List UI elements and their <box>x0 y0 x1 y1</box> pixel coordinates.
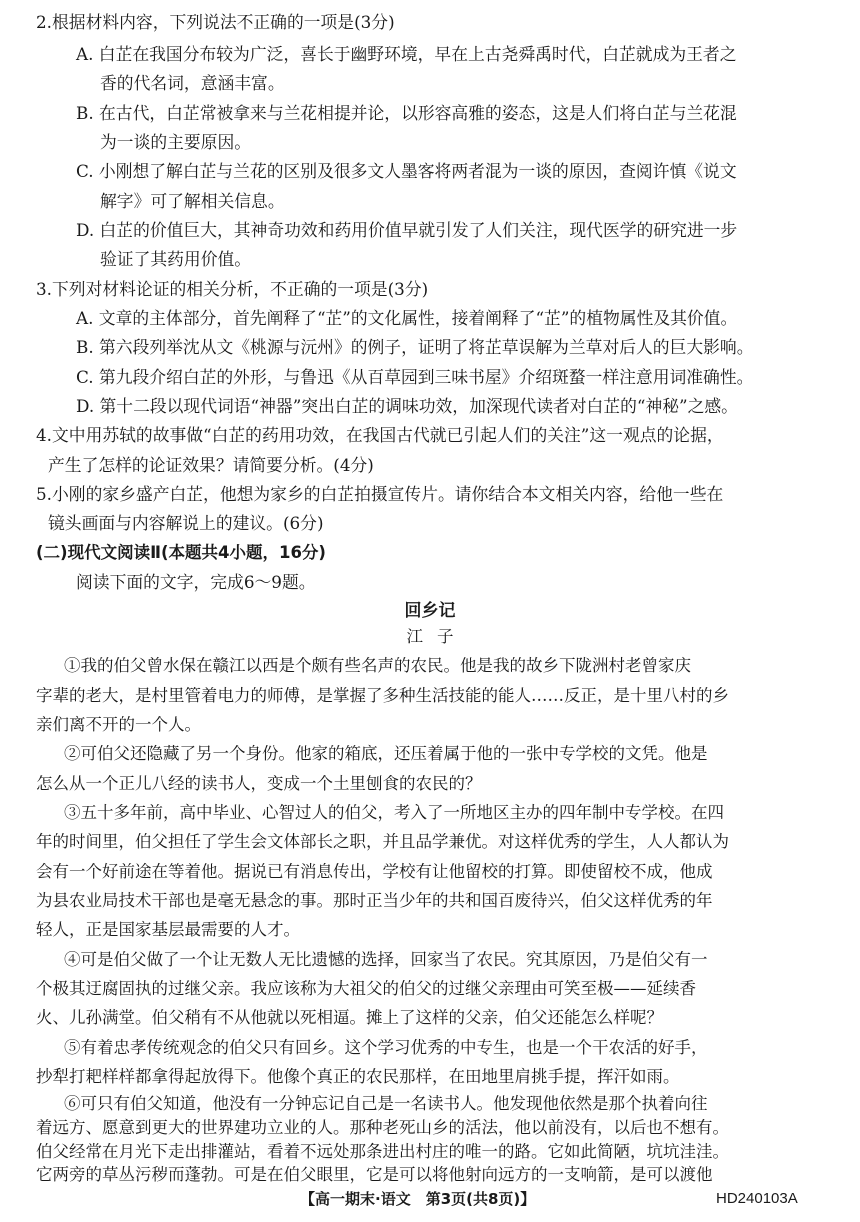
section-instruction: 阅读下面的文字，完成6～9题。 <box>76 572 316 592</box>
paragraph-3-line: 会有一个好前途在等着他。据说已有消息传出，学校有让他留校的打算。即使留校不成，他成 <box>36 862 713 881</box>
paragraph-2-line: ②可伯父还隐藏了另一个身份。他家的箱底，还压着属于他的一张中专学校的文凭。他是 <box>64 744 708 763</box>
question-3-option-d: D. 第十二段以现代词语“神器”突出白芷的调味功效，加深现代读者对白芷的“神秘”之感。 <box>76 396 738 416</box>
paragraph-4-line: 火、儿孙满堂。伯父稍有不从他就以死相逼。摊上了这样的父亲，伯父还能怎么样呢？ <box>36 1008 663 1027</box>
paragraph-1-line: ①我的伯父曾水保在赣江以西是个颇有些名声的农民。他是我的故乡下陇洲村老曾家庆 <box>64 656 691 675</box>
paragraph-6-line: 伯父经常在月光下走出排灌站，看着不远处那条进出村庄的唯一的路。它如此简陋，坑坑洼洼。 <box>36 1142 729 1161</box>
paragraph-4-line: ④可是伯父做了一个让无数人无比遗憾的选择，回家当了农民。究其原因，乃是伯父有一 <box>64 950 708 969</box>
paragraph-1-line: 亲们离不开的一个人。 <box>36 715 201 734</box>
paragraph-6-line: ⑥可只有伯父知道，他没有一分钟忘记自己是一名读书人。他发现他依然是那个执着向往 <box>64 1094 708 1113</box>
question-2-option-a: A. 白芷在我国分布较为广泛，喜长于幽野环境，早在上古尧舜禹时代，白芷就成为王者之 <box>76 44 737 64</box>
question-2-option-c-cont: 解字》可了解相关信息。 <box>100 191 285 211</box>
question-5-line-2: 镜头画面与内容解说上的建议。(6分) <box>48 513 324 533</box>
footer-label: 【高一期末·语文 第3页(共8页)】 <box>300 1190 536 1208</box>
question-2-option-a-cont: 香的代名词，意涵丰富。 <box>100 73 285 93</box>
exam-code: HD240103A <box>716 1190 798 1207</box>
question-2-option-d-cont: 验证了其药用价值。 <box>100 249 252 269</box>
paragraph-4-line: 个极其迂腐固执的过继父亲。我应该称为大祖父的伯父的过继父亲理由可笑至极——延续香 <box>36 979 696 998</box>
paragraph-5-line: ⑤有着忠孝传统观念的伯父只有回乡。这个学习优秀的中专生，也是一个干农活的好手， <box>64 1038 708 1057</box>
question-4-line-1: 4.文中用苏轼的故事做“白芷的药用功效，在我国古代就已引起人们的关注”这一观点的论据， <box>36 425 724 445</box>
question-4-line-2: 产生了怎样的论证效果？请简要分析。(4分) <box>48 455 374 475</box>
article-title: 回乡记 <box>404 601 456 621</box>
paragraph-3-line: 为县农业局技术干部也是毫无悬念的事。那时正当少年的共和国百废待兴，伯父这样优秀的年 <box>36 891 713 910</box>
question-3-option-c: C. 第九段介绍白芷的外形，与鲁迅《从百草园到三味书屋》介绍斑蝥一样注意用词准确性。 <box>76 367 754 387</box>
question-2-option-d: D. 白芷的价值巨大，其神奇功效和药用价值早就引发了人们关注，现代医学的研究进一步 <box>76 220 738 240</box>
paragraph-1-line: 字辈的老大，是村里管着电力的师傅，是掌握了多种生活技能的能人……反正，是十里八村的乡 <box>36 686 729 705</box>
question-5-line-1: 5.小刚的家乡盛产白芷，他想为家乡的白芷拍摄宣传片。请你结合本文相关内容，给他一些在 <box>36 484 724 504</box>
question-3-option-a: A. 文章的主体部分，首先阐释了“芷”的文化属性，接着阐释了“芷”的植物属性及其价值。 <box>76 308 738 328</box>
paragraph-6-line: 它两旁的草丛污秽而蓬勃。可是在伯父眼里，它是可以将他射向远方的一支响箭，是可以渡他 <box>36 1165 713 1184</box>
question-2-option-b: B. 在古代，白芷常被拿来与兰花相提并论，以形容高雅的姿态，这是人们将白芷与兰花混 <box>76 103 737 123</box>
paragraph-6-line: 着远方、愿意到更大的世界建功立业的人。那种老死山乡的活法，他以前没有，以后也不想有。 <box>36 1118 729 1137</box>
section-heading: (二)现代文阅读Ⅱ(本题共4小题，16分) <box>36 543 326 562</box>
article-author: 江子 <box>406 627 468 646</box>
question-2-stem: 2.根据材料内容，下列说法不正确的一项是(3分) <box>36 12 395 32</box>
paragraph-3-line: ③五十多年前，高中毕业、心智过人的伯父，考入了一所地区主办的四年制中专学校。在四 <box>64 803 724 822</box>
paragraph-3-line: 年的时间里，伯父担任了学生会文体部长之职，并且品学兼优。对这样优秀的学生，人人都认为 <box>36 832 729 851</box>
question-2-option-b-cont: 为一谈的主要原因。 <box>100 132 252 152</box>
question-3-option-b: B. 第六段列举沈从文《桃源与沅州》的例子，证明了将芷草误解为兰草对后人的巨大影响。 <box>76 337 754 357</box>
paragraph-5-line: 抄犁打耙样样都拿得起放得下。他像个真正的农民那样，在田地里肩挑手提，挥汗如雨。 <box>36 1067 680 1086</box>
page-footer <box>300 1190 535 1208</box>
question-3-stem: 3.下列对材料论证的相关分析，不正确的一项是(3分) <box>36 279 429 299</box>
question-2-option-c: C. 小刚想了解白芷与兰花的区别及很多文人墨客将两者混为一谈的原因，查阅许慎《说文 <box>76 161 737 181</box>
paragraph-3-line: 轻人，正是国家基层最需要的人才。 <box>36 920 300 939</box>
paragraph-2-line: 怎么从一个正儿八经的读书人，变成一个土里刨食的农民的？ <box>36 774 482 793</box>
